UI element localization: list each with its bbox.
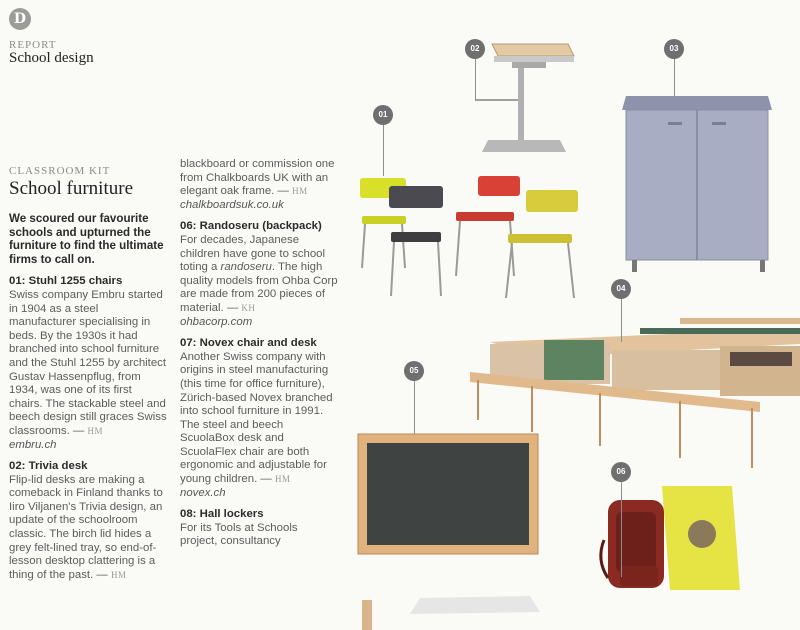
entry-body: . The high quality models from Ohba Corp are made from 200 pieces of material. — bbox=[180, 261, 338, 314]
hall-lockers-illustration bbox=[622, 96, 772, 272]
entry-credit: KH bbox=[241, 302, 256, 313]
stuhl-chairs-illustration bbox=[360, 176, 578, 298]
article-intro: We scoured our favourite schools and upturned the furniture to find the ultimate firms to call on. bbox=[9, 212, 164, 266]
entry-body: Another Swiss company with origins in steel manufacturing (this time for office furniture), Zürich-based Novex branched into school furniture in 1991. The steel and beech ScuolaBox desk and ScuolaFlex chair are both ergonomic and adjustable for young children. — bbox=[180, 350, 333, 486]
marker-06: 06 bbox=[611, 462, 631, 482]
marker-03-leader bbox=[674, 58, 675, 98]
marker-05-leader bbox=[414, 380, 415, 434]
entry-heading: 06: Randoseru (backpack) bbox=[180, 220, 322, 233]
marker-06-leader bbox=[621, 481, 622, 577]
marker-01: 01 bbox=[373, 105, 393, 125]
entry-heading: 07: Novex chair and desk bbox=[180, 337, 317, 350]
chair-leg-partial bbox=[362, 600, 372, 630]
marker-05: 05 bbox=[404, 361, 424, 381]
entry-credit: HM bbox=[110, 569, 127, 580]
article-kicker: CLASSROOM KIT bbox=[9, 165, 111, 177]
entry-heading: 02: Trivia desk bbox=[9, 460, 88, 473]
entry-body: Swiss company Embru started in 1904 as a steel manufacturer specialising in beds. By the 1930s it had branched into school furniture and the Stuhl 1255 by architect Gustav Hassenpflug, from 1934, was one of its first chairs. The stackable steel and beech design still graces Swiss classrooms. — bbox=[9, 288, 167, 437]
section-title: School design bbox=[9, 50, 94, 66]
desk-top-partial bbox=[410, 596, 540, 614]
entry-url[interactable]: novex.ch bbox=[180, 486, 226, 499]
marker-03: 03 bbox=[664, 39, 684, 59]
entry-url[interactable]: ohbacorp.com bbox=[180, 315, 253, 328]
article-title: School furniture bbox=[9, 178, 134, 199]
entry-body-italic: randoseru bbox=[220, 261, 272, 274]
entry-body: For its Tools at Schools project, consultancy bbox=[180, 521, 298, 548]
entry-body: blackboard or commission one from Chalkboards UK with an elegant oak frame. — bbox=[180, 158, 335, 198]
entry-credit: HM bbox=[292, 186, 308, 197]
entry-body: Flip-lid desks are making a comeback in Finland thanks to Iiro Viljanen's Trivia design, an update of the schoolroom classic. The birch lid hides a grey felt-lined tray, so end-of-lesson desktop clattering is a thing of the past. — bbox=[9, 473, 163, 581]
marker-04-leader bbox=[621, 298, 622, 342]
entry-heading: 01: Stuhl 1255 chairs bbox=[9, 275, 123, 288]
trivia-desk-illustration bbox=[475, 44, 574, 152]
entry-url[interactable]: embru.ch bbox=[9, 438, 57, 451]
entry-heading: 08: Hall lockers bbox=[180, 508, 264, 521]
entry-url[interactable]: chalkboardsuk.co.uk bbox=[180, 198, 284, 211]
marker-02: 02 bbox=[465, 39, 485, 59]
marker-04: 04 bbox=[611, 279, 631, 299]
entry-body: For decades, Japanese children have gone to school toting a bbox=[180, 233, 326, 274]
entry-credit: HM bbox=[87, 425, 104, 436]
blackboard-illustration bbox=[358, 434, 538, 554]
section-label: REPORT bbox=[9, 39, 57, 51]
entry-credit: HM bbox=[274, 474, 291, 485]
marker-02-leader bbox=[475, 58, 476, 100]
marker-01-leader bbox=[383, 124, 384, 176]
magazine-logo: D bbox=[9, 8, 31, 30]
